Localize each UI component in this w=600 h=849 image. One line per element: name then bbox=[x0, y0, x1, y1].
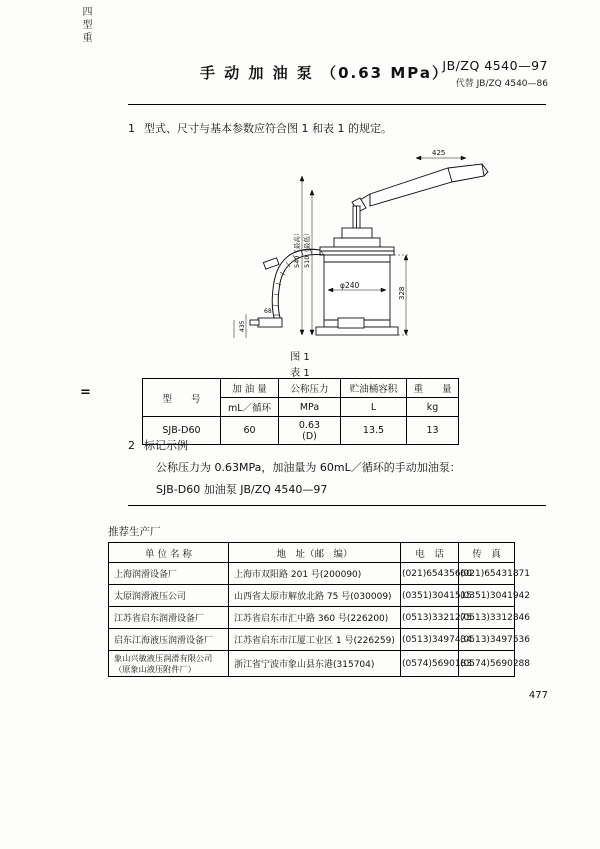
recommend-fax: (0513)3497536 bbox=[459, 629, 515, 651]
clause-2-line-1: 公称压力为 0.63MPa，加油量为 60mL／循环的手动加油泵： bbox=[156, 461, 461, 474]
svg-text:328: 328 bbox=[398, 286, 406, 300]
table-1-header-weight: 重 量 bbox=[407, 379, 459, 398]
recommend-address: 上海市双阳路 201 号(200090) bbox=[229, 563, 401, 585]
table-row bbox=[109, 629, 515, 651]
standard-replaces: 代替 JB/ZQ 4540—86 bbox=[455, 79, 548, 89]
table-1-value-weight: 13 bbox=[407, 417, 459, 445]
standard-number-block bbox=[442, 58, 548, 89]
clause-1-number: 1 bbox=[128, 122, 135, 135]
recommend-header-tel: 电 话 bbox=[401, 543, 459, 563]
clause-1 bbox=[128, 120, 392, 136]
table-1-header-model: 型 号 bbox=[143, 379, 221, 417]
section-divider bbox=[128, 505, 546, 506]
table-1-value-oil: 60 bbox=[221, 417, 279, 445]
table-1-value-pressure-code: (D) bbox=[302, 430, 317, 442]
table-1-value-model: SJB-D60 bbox=[143, 417, 221, 445]
recommend-fax: (0574)5690288 bbox=[459, 651, 515, 677]
recommend-tel: (021)65435660 bbox=[401, 563, 459, 585]
svg-text:435: 435 bbox=[239, 320, 246, 332]
recommend-fax: (0351)3041942 bbox=[459, 585, 515, 607]
table-row bbox=[143, 379, 459, 398]
svg-text:540（最高）: 540（最高） bbox=[293, 229, 301, 268]
clause-2-number: 2 bbox=[128, 439, 135, 452]
recommend-address: 江苏省启东市江厦工业区 1 号(226259) bbox=[229, 629, 401, 651]
clause-2-title: 标记示例 bbox=[144, 439, 188, 452]
table-1-value-volume: 13.5 bbox=[341, 417, 407, 445]
recommend-tel: (0513)3321275 bbox=[401, 607, 459, 629]
recommend-tel: (0574)5690183 bbox=[401, 651, 459, 677]
table-1-unit-volume: L bbox=[341, 398, 407, 417]
figure-1-caption: 图 1 bbox=[290, 352, 310, 363]
table-1-header-oil: 加 油 量 bbox=[221, 379, 279, 398]
table-1-header-volume: 贮油桶容积 bbox=[341, 379, 407, 398]
table-row bbox=[109, 585, 515, 607]
recommend-name bbox=[109, 651, 229, 677]
recommend-header-fax: 传 真 bbox=[459, 543, 515, 563]
figure-1-drawing bbox=[220, 142, 480, 342]
table-1-value-pressure-num: 0.63 bbox=[298, 419, 321, 431]
table-row bbox=[109, 607, 515, 629]
table-row bbox=[109, 543, 515, 563]
clause-1-text: 型式、尺寸与基本参数应符合图 1 和表 1 的规定。 bbox=[144, 122, 392, 135]
recommend-name: 江苏省启东润滑设备厂 bbox=[109, 607, 229, 629]
header-divider bbox=[128, 104, 546, 105]
clause-2-line-2: SJB-D60 加油泵 JB/ZQ 4540—97 bbox=[156, 483, 328, 496]
recommend-name-line2: （原象山液压附件厂） bbox=[114, 663, 196, 674]
svg-text:425: 425 bbox=[432, 149, 446, 157]
recommend-fax: (0513)3312846 bbox=[459, 607, 515, 629]
table-1-unit-oil: mL／循环 bbox=[221, 398, 279, 417]
recommend-table bbox=[108, 542, 531, 677]
table-1 bbox=[142, 378, 459, 445]
clause-2 bbox=[128, 437, 461, 497]
recommend-name: 启东江海液压润滑设备厂 bbox=[109, 629, 229, 651]
recommend-address: 浙江省宁波市象山县东港(315704) bbox=[229, 651, 401, 677]
recommend-header-name: 单 位 名 称 bbox=[109, 543, 229, 563]
recommend-address: 江苏省启东市汇中路 360 号(226200) bbox=[229, 607, 401, 629]
table-row bbox=[109, 651, 515, 677]
svg-text:68: 68 bbox=[264, 308, 272, 315]
recommend-name: 上海润滑设备厂 bbox=[109, 563, 229, 585]
table-1-unit-weight: kg bbox=[407, 398, 459, 417]
recommend-name: 太原润滑液压公司 bbox=[109, 585, 229, 607]
table-row bbox=[109, 563, 515, 585]
recommend-header-address: 地 址（邮 编） bbox=[229, 543, 401, 563]
margin-vertical-text: 四型重 bbox=[80, 6, 91, 45]
page-number: 477 bbox=[528, 690, 548, 701]
page-title: 手 动 加 油 泵 （0.63 MPa） bbox=[200, 64, 449, 82]
recommend-tel: (0513)3497434 bbox=[401, 629, 459, 651]
table-1-unit-pressure: MPa bbox=[279, 398, 341, 417]
recommend-title: 推荐生产厂 bbox=[108, 526, 161, 538]
standard-number: JB/ZQ 4540—97 bbox=[442, 58, 548, 73]
table-1-header-pressure: 公称压力 bbox=[279, 379, 341, 398]
table-1-caption: 表 1 bbox=[290, 368, 310, 379]
recommend-name-line1: 象山兴敏液压润滑有限公司 bbox=[114, 653, 213, 664]
recommend-fax: (021)65431871 bbox=[459, 563, 515, 585]
recommend-tel: (0351)3041515 bbox=[401, 585, 459, 607]
svg-text:510（最低）: 510（最低） bbox=[303, 229, 311, 268]
margin-equals-mark: = bbox=[80, 385, 91, 400]
svg-text:φ240: φ240 bbox=[340, 281, 360, 290]
recommend-address: 山西省太原市解放北路 75 号(030009) bbox=[229, 585, 401, 607]
